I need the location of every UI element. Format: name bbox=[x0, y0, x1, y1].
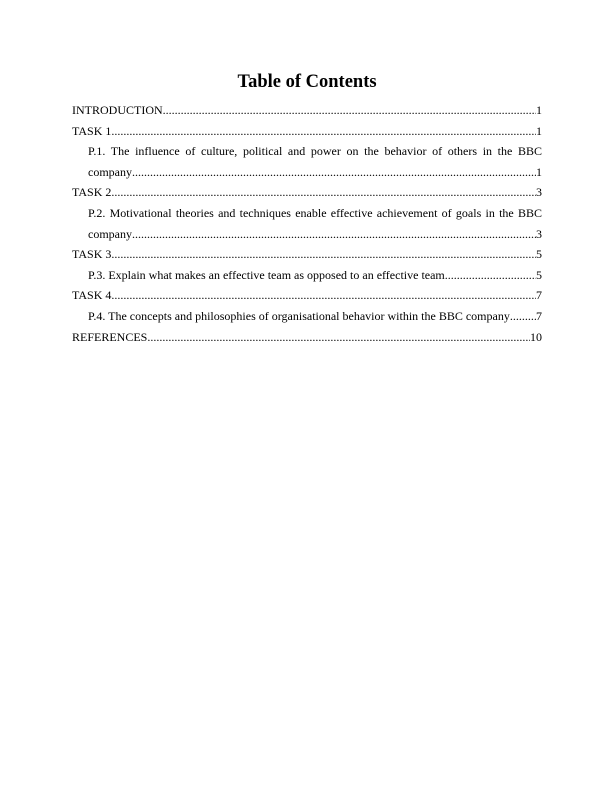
toc-leader-dots bbox=[111, 244, 536, 265]
toc-title: Table of Contents bbox=[237, 72, 377, 92]
toc-entry-label: INTRODUCTION bbox=[72, 103, 163, 117]
toc-entry-p2[interactable] bbox=[72, 203, 542, 244]
toc-leader-dots bbox=[132, 162, 536, 183]
toc-entry-label: REFERENCES bbox=[72, 329, 148, 344]
toc-leader-dots bbox=[510, 306, 536, 327]
toc-page-number: 5 bbox=[536, 247, 542, 262]
toc-entry-references[interactable] bbox=[72, 327, 542, 348]
toc-page-number: 3 bbox=[536, 185, 542, 200]
toc-entry-task-4[interactable] bbox=[72, 285, 542, 306]
toc-page-number: 7 bbox=[536, 308, 542, 323]
toc-leader-dots bbox=[132, 224, 536, 245]
toc-entry-label: TASK 3 bbox=[72, 247, 112, 262]
toc-entry-label: TASK 1 bbox=[72, 123, 112, 138]
toc-leader-dots bbox=[111, 285, 536, 306]
toc-entry-p4[interactable] bbox=[72, 306, 542, 327]
toc-entry-p3[interactable] bbox=[72, 265, 542, 286]
toc-leader-dots bbox=[147, 327, 530, 348]
toc-page-number: 3 bbox=[536, 226, 542, 241]
toc-entry-label-line1: P.1. The influence of culture, political and power on the behavior of others in the BBC bbox=[88, 144, 542, 159]
toc-leader-dots bbox=[111, 121, 536, 142]
toc-page-number: 1 bbox=[536, 103, 542, 117]
toc-entry-label-line2: company bbox=[88, 164, 132, 179]
toc-page-number: 1 bbox=[536, 164, 542, 179]
toc-page bbox=[72, 68, 542, 347]
toc-entry-label: TASK 4 bbox=[72, 288, 112, 303]
toc-entry-task-1[interactable] bbox=[72, 121, 542, 142]
toc-entry-label-line2: company bbox=[88, 226, 132, 241]
toc-page-number: 10 bbox=[530, 329, 542, 344]
toc-page-number: 7 bbox=[536, 288, 542, 303]
toc-leader-dots bbox=[163, 100, 536, 121]
toc-entry-label: P.3. Explain what makes an effective team as opposed to an effective team bbox=[88, 267, 445, 282]
toc-entry-task-2[interactable] bbox=[72, 182, 542, 203]
toc-entry-label: TASK 2 bbox=[72, 185, 112, 200]
toc-entry-task-3[interactable] bbox=[72, 244, 542, 265]
toc-entry-p1[interactable] bbox=[72, 141, 542, 182]
toc-leader-dots bbox=[111, 182, 536, 203]
toc-page-number: 1 bbox=[536, 123, 542, 138]
toc-leader-dots bbox=[445, 265, 536, 286]
toc-page-number: 5 bbox=[536, 267, 542, 282]
toc-entry-label-line1: P.2. Motivational theories and techniques enable effective achievement of goals in the BBC bbox=[88, 205, 542, 220]
toc-entry-introduction[interactable] bbox=[72, 100, 542, 121]
toc-entry-label: P.4. The concepts and philosophies of organisational behavior within the BBC company bbox=[88, 308, 510, 323]
